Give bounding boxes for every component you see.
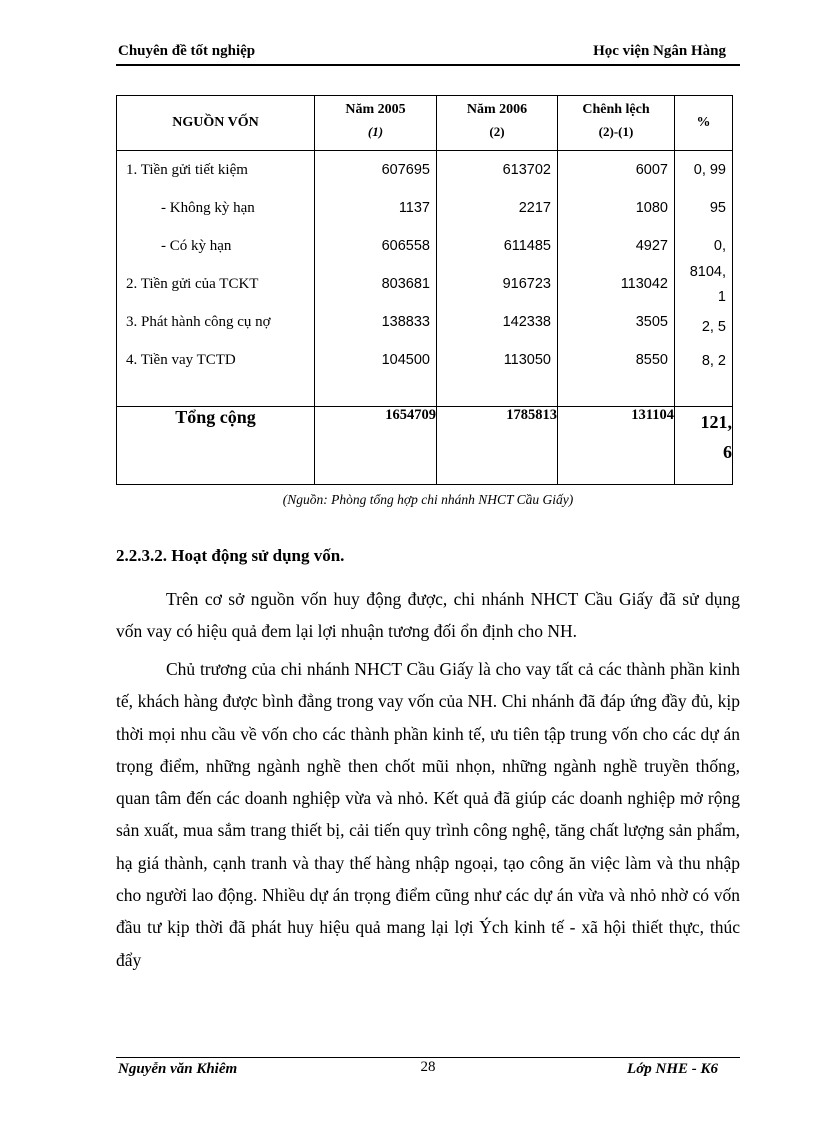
total-percent-line1: 121,	[700, 412, 732, 432]
percent-line: 8, 2	[701, 353, 726, 369]
table-body-row	[117, 151, 733, 407]
row-label: - Không kỳ hạn	[161, 200, 255, 216]
footer-page-number: 28	[420, 1059, 436, 1075]
header-diff	[558, 96, 675, 151]
header-2006	[437, 96, 558, 151]
total-diff: 131104	[558, 407, 675, 485]
percent-line: 8104,	[689, 264, 726, 280]
row-label: 3. Phát hành công cụ nợ	[126, 314, 271, 330]
value-diff: 4927	[635, 238, 668, 254]
percent-line: 1	[717, 289, 726, 305]
header-right-title: Học viện Ngân Hàng	[593, 43, 726, 59]
header-source	[117, 96, 315, 151]
total-2005: 1654709	[315, 407, 437, 485]
capital-source-table	[116, 95, 733, 485]
percent-line: 2, 5	[701, 319, 726, 335]
value-diff: 8550	[635, 352, 668, 368]
page-footer	[116, 1057, 740, 1077]
values-diff-cell	[558, 151, 675, 407]
value-2005: 606558	[381, 238, 430, 254]
values-2006-cell	[437, 151, 558, 407]
total-percent-line2: 6	[723, 442, 732, 462]
footer-author: Nguyễn văn Khiêm	[118, 1061, 238, 1077]
source-labels-cell	[117, 151, 315, 407]
values-percent-cell	[675, 151, 733, 407]
row-label: - Có kỳ hạn	[161, 238, 232, 254]
value-diff: 6007	[635, 162, 668, 178]
header-diff-note: (2)-(1)	[598, 124, 634, 139]
row-label: 1. Tiền gửi tiết kiệm	[126, 162, 248, 178]
row-label: 2. Tiền gửi của TCKT	[126, 276, 259, 292]
header-2005-note: (1)	[367, 124, 384, 139]
row-label: 4. Tiền vay TCTD	[126, 352, 236, 368]
body-paragraph: Chủ trương của chi nhánh NHCT Cầu Giấy là cho vay tất cả các thành phần kinh tế, khách hàng được bình đẳng trong vay vốn của NH. Chi nhánh đã đáp ứng đầy đủ, kịp thời mọi nhu cầu về vốn cho các thành phần kinh tế, ưu tiên tập trung vốn cho các dự án trọng điểm, những ngành nghề then chốt mũi nhọn, những ngành nghề truyền thống, quan tâm đến các doanh nghiệp vừa và nhỏ. Kết quả đã giúp các doanh nghiệp mở rộng sản xuất, mua sắm trang thiết bị, cải tiến quy trình công nghệ, tăng chất lượng sản phẩm, hạ giá thành, cạnh tranh và thay thế hàng nhập ngoại, tạo công ăn việc làm và thu nhập cho người lao động. Nhiều dự án trọng điểm cũng như các dự án vừa và nhỏ nhờ có vốn đầu tư kịp thời đã phát huy hiệu quả mang lại lợi Ých kinh tế - xã hội thiết thực, thúc đẩy	[116, 659, 740, 970]
value-2006: 916723	[502, 276, 551, 292]
total-2006: 1785813	[437, 407, 558, 485]
value-2006: 2217	[518, 200, 551, 216]
total-percent	[675, 407, 733, 485]
header-2006-note: (2)	[489, 124, 505, 139]
value-2005: 138833	[381, 314, 430, 330]
value-2005: 803681	[381, 276, 430, 292]
header-source-label: NGUỒN VỐN	[172, 115, 259, 130]
page-header	[116, 42, 740, 66]
value-2006: 142338	[502, 314, 551, 330]
values-2005-cell	[315, 151, 437, 407]
value-diff: 3505	[635, 314, 668, 330]
footer-class: Lớp NHE - K6	[627, 1061, 718, 1077]
percent-line: 0,	[713, 238, 726, 254]
value-2006: 113050	[503, 352, 551, 368]
body-paragraph: Trên cơ sở nguồn vốn huy động được, chi nhánh NHCT Cầu Giấy đã sử dụng vốn vay có hiệu quả đem lại lợi nhuận tương đối ổn định cho NH.	[116, 589, 740, 642]
header-2005	[315, 96, 437, 151]
header-percent-label: %	[696, 115, 711, 130]
header-percent	[675, 96, 733, 151]
value-2006: 611485	[503, 238, 551, 254]
header-left-title: Chuyên đề tốt nghiệp	[118, 43, 256, 59]
table-source-note: (Nguồn: Phòng tổng hợp chi nhánh NHCT Cầu Giấy)	[282, 492, 574, 507]
percent-line: 0, 99	[693, 162, 726, 178]
header-diff-label: Chênh lệch	[582, 102, 650, 117]
percent-line: 95	[709, 200, 726, 216]
value-2005: 607695	[381, 162, 430, 178]
value-diff: 113042	[620, 276, 668, 292]
total-label: Tổng cộng	[117, 407, 315, 485]
value-2005: 104500	[381, 352, 430, 368]
value-2005: 1137	[398, 200, 430, 216]
table-total-row	[117, 407, 733, 485]
value-diff: 1080	[635, 200, 668, 216]
header-2006-label: Năm 2006	[466, 102, 528, 117]
section-title: 2.2.3.2. Hoạt động sử dụng vốn.	[116, 546, 345, 565]
value-2006: 613702	[502, 162, 551, 178]
header-2005-label: Năm 2005	[345, 102, 406, 117]
table-header-row	[117, 96, 733, 151]
